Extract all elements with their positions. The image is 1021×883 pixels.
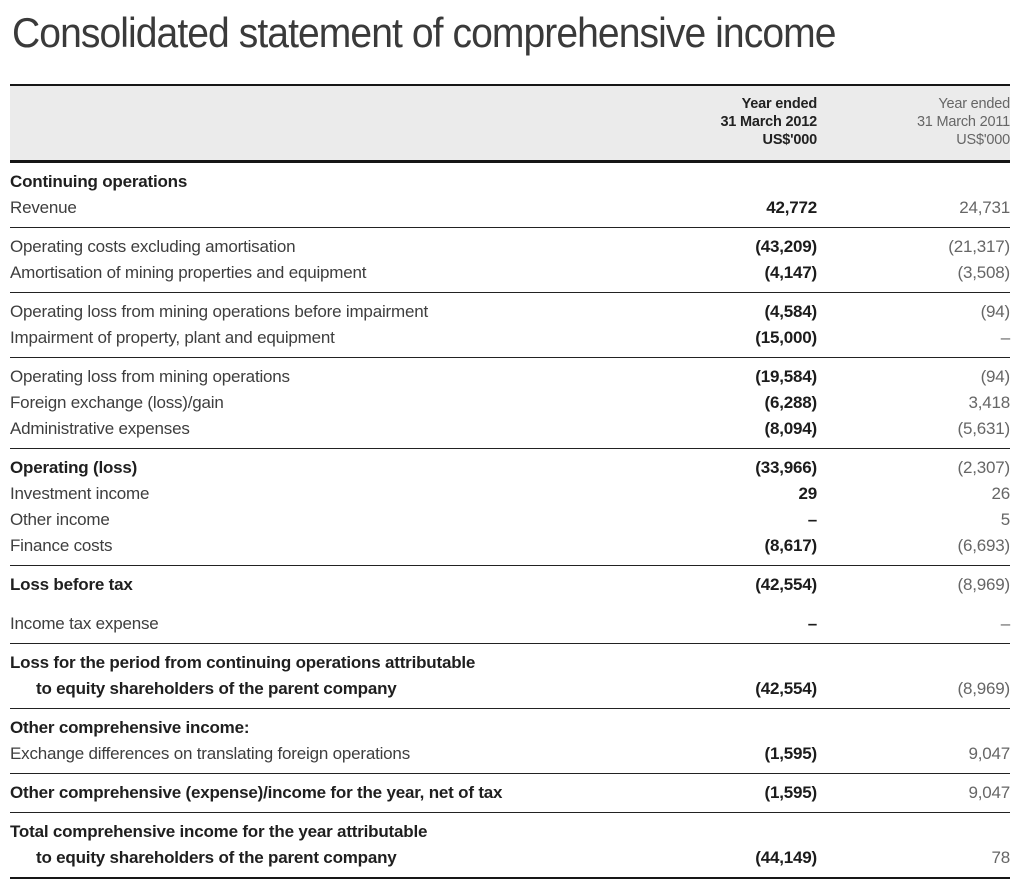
value-2011: 5 <box>1000 510 1010 529</box>
value-2012: (19,584) <box>755 367 817 386</box>
table-row <box>10 299 1010 325</box>
row-label: Investment income <box>10 484 150 503</box>
row-label: Operating loss from mining operations <box>10 367 290 386</box>
statement-page <box>0 8 1021 883</box>
row-label: Other comprehensive income: <box>10 718 250 737</box>
value-2012: (43,209) <box>755 237 817 256</box>
table-row <box>10 481 1010 507</box>
table-row <box>10 780 1010 806</box>
value-2012: (4,147) <box>764 263 817 282</box>
column-header-line: Year ended <box>938 96 1010 112</box>
value-2012: (1,595) <box>764 783 817 802</box>
value-2011: (6,693) <box>957 536 1010 555</box>
column-header-2012 <box>657 95 817 149</box>
value-2012 <box>657 169 817 195</box>
table-row <box>10 416 1010 442</box>
value-2011: (5,631) <box>957 419 1010 438</box>
table-body <box>10 163 1010 879</box>
column-header-line: Year ended <box>741 96 817 112</box>
table-row <box>10 234 1010 260</box>
table-row <box>10 819 1010 845</box>
table-section <box>10 293 1010 358</box>
value-2012: – <box>807 510 817 529</box>
value-2011: (8,969) <box>957 679 1010 698</box>
row-label: Revenue <box>10 198 77 217</box>
table-row <box>10 533 1010 559</box>
value-2012: (6,288) <box>764 393 817 412</box>
table-section <box>10 228 1010 293</box>
table-row <box>10 390 1010 416</box>
value-2012: 42,772 <box>766 198 817 217</box>
value-2012: (4,584) <box>764 302 817 321</box>
value-2012 <box>657 715 817 741</box>
row-label: to equity shareholders of the parent company <box>36 848 397 867</box>
value-2011: 3,418 <box>968 393 1010 412</box>
table-row <box>10 364 1010 390</box>
table-section <box>10 774 1010 813</box>
table-section <box>10 163 1010 228</box>
row-label: Operating costs excluding amortisation <box>10 237 296 256</box>
table-row <box>10 195 1010 221</box>
value-2011 <box>817 715 1010 741</box>
page-title: Consolidated statement of comprehensive income <box>12 9 836 56</box>
table-section <box>10 813 1010 879</box>
value-2011: (94) <box>980 367 1010 386</box>
row-label: Income tax expense <box>10 614 159 633</box>
table-row <box>10 260 1010 286</box>
row-label: Impairment of property, plant and equipment <box>10 328 335 347</box>
table-row <box>10 572 1010 598</box>
row-label: Total comprehensive income for the year attributable <box>10 822 428 841</box>
comprehensive-income-table <box>10 84 1010 879</box>
row-label: Other income <box>10 510 110 529</box>
value-2011: – <box>1000 328 1010 347</box>
row-label: Operating (loss) <box>10 458 138 477</box>
value-2012 <box>657 819 817 845</box>
value-2012: (33,966) <box>755 458 817 477</box>
value-2012: (1,595) <box>764 744 817 763</box>
row-label: Amortisation of mining properties and equipment <box>10 263 367 282</box>
table-row <box>10 741 1010 767</box>
table-row <box>10 676 1010 702</box>
table-section <box>10 566 1010 644</box>
value-2012: (44,149) <box>755 848 817 867</box>
column-header-line: 31 March 2012 <box>720 114 817 130</box>
table-row <box>10 845 1010 871</box>
value-2012: (42,554) <box>755 575 817 594</box>
value-2011: 24,731 <box>959 198 1010 217</box>
table-row <box>10 169 1010 195</box>
table-row <box>10 455 1010 481</box>
row-label: Administrative expenses <box>10 419 190 438</box>
row-label: Exchange differences on translating foreign operations <box>10 744 410 763</box>
value-2011: 26 <box>991 484 1010 503</box>
value-2011: 9,047 <box>968 744 1010 763</box>
table-row <box>10 611 1010 637</box>
value-2012: (8,094) <box>764 419 817 438</box>
column-header-line: US$'000 <box>762 132 817 148</box>
column-header-line: 31 March 2011 <box>916 114 1010 130</box>
row-label: Loss for the period from continuing operations attributable <box>10 653 476 672</box>
table-header <box>10 84 1010 163</box>
value-2012: (15,000) <box>755 328 817 347</box>
table-section <box>10 449 1010 566</box>
value-2011: 78 <box>991 848 1010 867</box>
row-label: Other comprehensive (expense)/income for the year, net of tax <box>10 783 503 802</box>
value-2011: – <box>1000 614 1010 633</box>
row-label: to equity shareholders of the parent company <box>36 679 397 698</box>
table-row <box>10 650 1010 676</box>
table-section <box>10 644 1010 709</box>
table-section <box>10 709 1010 774</box>
value-2011 <box>817 169 1010 195</box>
row-label: Operating loss from mining operations before impairment <box>10 302 428 321</box>
value-2011: 9,047 <box>968 783 1010 802</box>
row-label: Continuing operations <box>10 172 188 191</box>
table-section <box>10 358 1010 449</box>
value-2011: (3,508) <box>957 263 1010 282</box>
value-2011: (94) <box>980 302 1010 321</box>
column-header-line: US$'000 <box>956 132 1010 148</box>
table-row <box>10 715 1010 741</box>
row-label: Loss before tax <box>10 575 133 594</box>
value-2012 <box>657 650 817 676</box>
value-2011: (21,317) <box>948 237 1010 256</box>
row-label: Finance costs <box>10 536 113 555</box>
value-2011 <box>817 819 1010 845</box>
table-row <box>10 507 1010 533</box>
value-2011 <box>817 650 1010 676</box>
value-2011: (8,969) <box>957 575 1010 594</box>
value-2012: (42,554) <box>755 679 817 698</box>
value-2012: (8,617) <box>764 536 817 555</box>
value-2012: – <box>807 614 817 633</box>
value-2012: 29 <box>798 484 817 503</box>
column-header-2011 <box>817 95 1010 149</box>
row-label: Foreign exchange (loss)/gain <box>10 393 224 412</box>
value-2011: (2,307) <box>957 458 1010 477</box>
table-row <box>10 325 1010 351</box>
